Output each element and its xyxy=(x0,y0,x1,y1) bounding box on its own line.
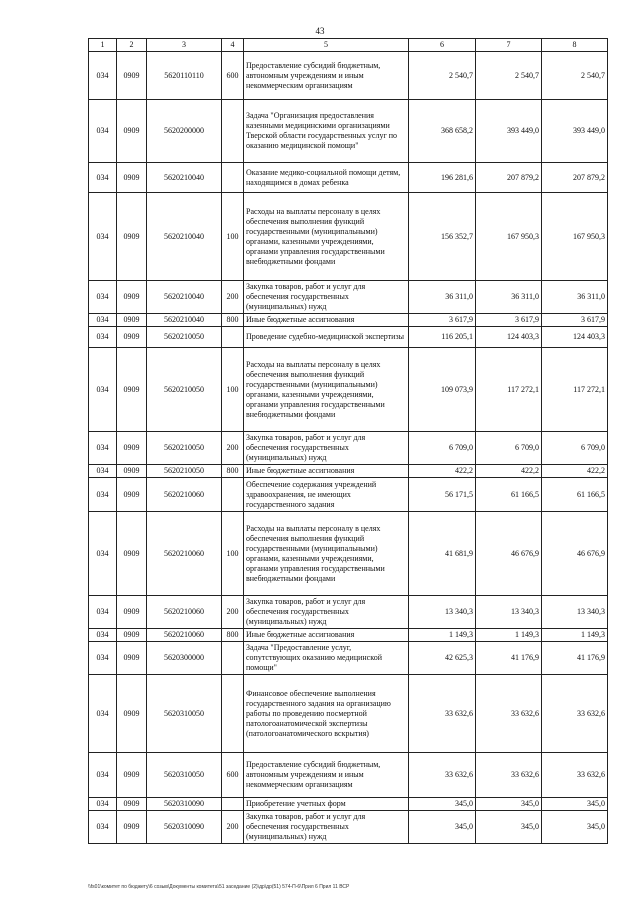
cell-value-6: 42 625,3 xyxy=(409,642,476,675)
cell-code-2: 0909 xyxy=(117,314,147,327)
cell-value-6: 422,2 xyxy=(409,465,476,478)
cell-code-2: 0909 xyxy=(117,512,147,596)
cell-code-1: 034 xyxy=(89,432,117,465)
cell-code-1: 034 xyxy=(89,163,117,193)
cell-value-8: 46 676,9 xyxy=(542,512,608,596)
cell-value-8: 36 311,0 xyxy=(542,281,608,314)
cell-value-6: 6 709,0 xyxy=(409,432,476,465)
cell-description: Закупка товаров, работ и услуг для обеспечения государственных (муниципальных) нужд xyxy=(244,811,409,844)
cell-code-3: 5620210060 xyxy=(147,596,222,629)
cell-value-7: 1 149,3 xyxy=(476,629,542,642)
cell-code-1: 034 xyxy=(89,596,117,629)
cell-code-3: 5620110110 xyxy=(147,52,222,100)
cell-description: Закупка товаров, работ и услуг для обеспечения государственных (муниципальных) нужд xyxy=(244,281,409,314)
cell-code-4: 100 xyxy=(222,512,244,596)
cell-value-7: 36 311,0 xyxy=(476,281,542,314)
cell-value-8: 393 449,0 xyxy=(542,100,608,163)
cell-code-3: 5620310050 xyxy=(147,753,222,798)
cell-value-8: 2 540,7 xyxy=(542,52,608,100)
cell-value-7: 61 166,5 xyxy=(476,478,542,512)
cell-description: Расходы на выплаты персоналу в целях обеспечения выполнения функций государственными (муниципальными) органами, казенными учреждениями, органами управления государственными внебюджетными фондами xyxy=(244,348,409,432)
cell-description: Иные бюджетные ассигнования xyxy=(244,314,409,327)
cell-value-7: 124 403,3 xyxy=(476,327,542,348)
column-header: 5 xyxy=(244,39,409,52)
budget-table xyxy=(88,38,608,844)
cell-value-6: 13 340,3 xyxy=(409,596,476,629)
column-header: 8 xyxy=(542,39,608,52)
cell-code-1: 034 xyxy=(89,281,117,314)
cell-code-4: 800 xyxy=(222,465,244,478)
cell-code-2: 0909 xyxy=(117,52,147,100)
cell-value-7: 33 632,6 xyxy=(476,753,542,798)
cell-value-7: 167 950,3 xyxy=(476,193,542,281)
page-number: 43 xyxy=(315,26,325,36)
cell-description: Задача "Предоставление услуг, сопутствующих оказанию медицинской помощи" xyxy=(244,642,409,675)
cell-value-6: 196 281,6 xyxy=(409,163,476,193)
table-row xyxy=(89,100,608,163)
cell-value-6: 345,0 xyxy=(409,811,476,844)
header-row xyxy=(89,39,608,52)
cell-value-6: 41 681,9 xyxy=(409,512,476,596)
cell-code-3: 5620310050 xyxy=(147,675,222,753)
cell-value-7: 422,2 xyxy=(476,465,542,478)
cell-description: Расходы на выплаты персоналу в целях обеспечения выполнения функций государственными (муниципальными) органами, казенными учреждениями, органами управления государственными внебюджетными фондами xyxy=(244,193,409,281)
cell-value-6: 36 311,0 xyxy=(409,281,476,314)
table-row xyxy=(89,52,608,100)
table-row xyxy=(89,753,608,798)
cell-description: Проведение судебно-медицинской экспертизы xyxy=(244,327,409,348)
cell-value-6: 368 658,2 xyxy=(409,100,476,163)
table-row xyxy=(89,512,608,596)
footer-file-path: \\fs01\комитет по бюджету\6 созыв\Документы комитета\51 заседание (2)\др\др(51) 574-П-6\Прил 6 Прил 11 ВСР xyxy=(88,884,350,890)
cell-code-1: 034 xyxy=(89,512,117,596)
column-header: 2 xyxy=(117,39,147,52)
cell-value-6: 156 352,7 xyxy=(409,193,476,281)
cell-value-7: 6 709,0 xyxy=(476,432,542,465)
cell-code-2: 0909 xyxy=(117,811,147,844)
cell-code-1: 034 xyxy=(89,465,117,478)
cell-code-3: 5620210050 xyxy=(147,327,222,348)
column-header: 7 xyxy=(476,39,542,52)
cell-value-7: 13 340,3 xyxy=(476,596,542,629)
cell-code-1: 034 xyxy=(89,642,117,675)
cell-code-2: 0909 xyxy=(117,629,147,642)
table-row xyxy=(89,348,608,432)
column-header: 6 xyxy=(409,39,476,52)
cell-code-1: 034 xyxy=(89,675,117,753)
cell-code-2: 0909 xyxy=(117,798,147,811)
cell-value-7: 2 540,7 xyxy=(476,52,542,100)
cell-value-8: 124 403,3 xyxy=(542,327,608,348)
cell-code-1: 034 xyxy=(89,753,117,798)
cell-value-8: 167 950,3 xyxy=(542,193,608,281)
cell-code-1: 034 xyxy=(89,100,117,163)
cell-code-3: 5620210040 xyxy=(147,163,222,193)
cell-value-7: 41 176,9 xyxy=(476,642,542,675)
cell-code-4: 100 xyxy=(222,348,244,432)
cell-code-4: 800 xyxy=(222,629,244,642)
cell-description: Иные бюджетные ассигнования xyxy=(244,465,409,478)
cell-code-1: 034 xyxy=(89,811,117,844)
table-row xyxy=(89,193,608,281)
cell-description: Финансовое обеспечение выполнения государственного задания на организацию работы по проведению посмертной патологоанатомической экспертизы (патологоанатомического вскрытия) xyxy=(244,675,409,753)
cell-value-7: 117 272,1 xyxy=(476,348,542,432)
cell-code-4: 200 xyxy=(222,432,244,465)
cell-description: Закупка товаров, работ и услуг для обеспечения государственных (муниципальных) нужд xyxy=(244,596,409,629)
cell-code-4: 800 xyxy=(222,314,244,327)
table-row xyxy=(89,281,608,314)
cell-value-8: 33 632,6 xyxy=(542,753,608,798)
cell-code-4: 600 xyxy=(222,753,244,798)
cell-code-2: 0909 xyxy=(117,432,147,465)
table-row xyxy=(89,432,608,465)
cell-value-8: 1 149,3 xyxy=(542,629,608,642)
cell-code-4: 200 xyxy=(222,811,244,844)
column-header: 1 xyxy=(89,39,117,52)
cell-value-8: 207 879,2 xyxy=(542,163,608,193)
cell-code-4: 200 xyxy=(222,596,244,629)
cell-code-3: 5620210040 xyxy=(147,281,222,314)
cell-code-2: 0909 xyxy=(117,327,147,348)
cell-code-2: 0909 xyxy=(117,465,147,478)
table-row xyxy=(89,629,608,642)
cell-description: Обеспечение содержания учреждений здравоохранения, не имеющих государственного задания xyxy=(244,478,409,512)
table-row xyxy=(89,675,608,753)
cell-code-4 xyxy=(222,327,244,348)
table-row xyxy=(89,465,608,478)
cell-code-3: 5620210060 xyxy=(147,478,222,512)
cell-code-1: 034 xyxy=(89,798,117,811)
cell-code-1: 034 xyxy=(89,327,117,348)
cell-code-3: 5620210060 xyxy=(147,512,222,596)
cell-value-8: 3 617,9 xyxy=(542,314,608,327)
cell-value-8: 345,0 xyxy=(542,798,608,811)
cell-value-7: 345,0 xyxy=(476,811,542,844)
column-header: 3 xyxy=(147,39,222,52)
cell-code-2: 0909 xyxy=(117,675,147,753)
cell-code-4 xyxy=(222,642,244,675)
cell-description: Задача "Организация предоставления казенными медицинскими организациями Тверской области государственных услуг по оказанию медицинской помощи" xyxy=(244,100,409,163)
cell-value-8: 61 166,5 xyxy=(542,478,608,512)
cell-code-3: 5620310090 xyxy=(147,798,222,811)
cell-code-1: 034 xyxy=(89,348,117,432)
cell-code-4 xyxy=(222,100,244,163)
cell-value-8: 345,0 xyxy=(542,811,608,844)
cell-code-2: 0909 xyxy=(117,163,147,193)
cell-value-7: 207 879,2 xyxy=(476,163,542,193)
cell-value-7: 46 676,9 xyxy=(476,512,542,596)
cell-value-7: 3 617,9 xyxy=(476,314,542,327)
cell-code-1: 034 xyxy=(89,629,117,642)
cell-code-2: 0909 xyxy=(117,348,147,432)
cell-code-2: 0909 xyxy=(117,193,147,281)
cell-code-4 xyxy=(222,478,244,512)
cell-code-3: 5620210060 xyxy=(147,629,222,642)
cell-code-2: 0909 xyxy=(117,642,147,675)
cell-value-7: 33 632,6 xyxy=(476,675,542,753)
cell-value-6: 33 632,6 xyxy=(409,675,476,753)
cell-value-6: 109 073,9 xyxy=(409,348,476,432)
cell-value-6: 3 617,9 xyxy=(409,314,476,327)
cell-value-8: 33 632,6 xyxy=(542,675,608,753)
cell-value-8: 422,2 xyxy=(542,465,608,478)
cell-description: Приобретение учетных форм xyxy=(244,798,409,811)
cell-description: Расходы на выплаты персоналу в целях обеспечения выполнения функций государственными (муниципальными) органами, казенными учреждениями, органами управления государственными внебюджетными фондами xyxy=(244,512,409,596)
cell-code-4: 100 xyxy=(222,193,244,281)
cell-code-1: 034 xyxy=(89,314,117,327)
cell-description: Закупка товаров, работ и услуг для обеспечения государственных (муниципальных) нужд xyxy=(244,432,409,465)
cell-value-6: 56 171,5 xyxy=(409,478,476,512)
cell-value-7: 393 449,0 xyxy=(476,100,542,163)
cell-code-3: 5620210050 xyxy=(147,432,222,465)
table-row xyxy=(89,163,608,193)
table-row xyxy=(89,478,608,512)
table-row xyxy=(89,798,608,811)
cell-code-4 xyxy=(222,163,244,193)
cell-description: Оказание медико-социальной помощи детям, находящимся в домах ребенка xyxy=(244,163,409,193)
cell-value-7: 345,0 xyxy=(476,798,542,811)
cell-code-3: 5620210050 xyxy=(147,348,222,432)
table-row xyxy=(89,314,608,327)
cell-value-6: 2 540,7 xyxy=(409,52,476,100)
cell-code-4 xyxy=(222,675,244,753)
table-row xyxy=(89,642,608,675)
cell-code-4 xyxy=(222,798,244,811)
cell-description: Предоставление субсидий бюджетным, автономным учреждениям и иным некоммерческим организациям xyxy=(244,52,409,100)
cell-description: Иные бюджетные ассигнования xyxy=(244,629,409,642)
cell-value-6: 345,0 xyxy=(409,798,476,811)
cell-code-3: 5620210040 xyxy=(147,314,222,327)
cell-code-3: 5620210050 xyxy=(147,465,222,478)
cell-code-2: 0909 xyxy=(117,281,147,314)
cell-value-8: 13 340,3 xyxy=(542,596,608,629)
cell-code-2: 0909 xyxy=(117,753,147,798)
cell-code-2: 0909 xyxy=(117,478,147,512)
cell-code-3: 5620200000 xyxy=(147,100,222,163)
cell-code-1: 034 xyxy=(89,478,117,512)
cell-value-8: 117 272,1 xyxy=(542,348,608,432)
cell-code-4: 600 xyxy=(222,52,244,100)
cell-code-2: 0909 xyxy=(117,596,147,629)
cell-code-3: 5620210040 xyxy=(147,193,222,281)
cell-description: Предоставление субсидий бюджетным, автономным учреждениям и иным некоммерческим организациям xyxy=(244,753,409,798)
cell-code-3: 5620300000 xyxy=(147,642,222,675)
cell-code-1: 034 xyxy=(89,52,117,100)
cell-code-3: 5620310090 xyxy=(147,811,222,844)
cell-value-6: 116 205,1 xyxy=(409,327,476,348)
table-row xyxy=(89,327,608,348)
table-row xyxy=(89,811,608,844)
cell-value-8: 6 709,0 xyxy=(542,432,608,465)
cell-code-1: 034 xyxy=(89,193,117,281)
cell-code-2: 0909 xyxy=(117,100,147,163)
cell-value-6: 33 632,6 xyxy=(409,753,476,798)
cell-code-4: 200 xyxy=(222,281,244,314)
cell-value-6: 1 149,3 xyxy=(409,629,476,642)
cell-value-8: 41 176,9 xyxy=(542,642,608,675)
table-row xyxy=(89,596,608,629)
column-header: 4 xyxy=(222,39,244,52)
